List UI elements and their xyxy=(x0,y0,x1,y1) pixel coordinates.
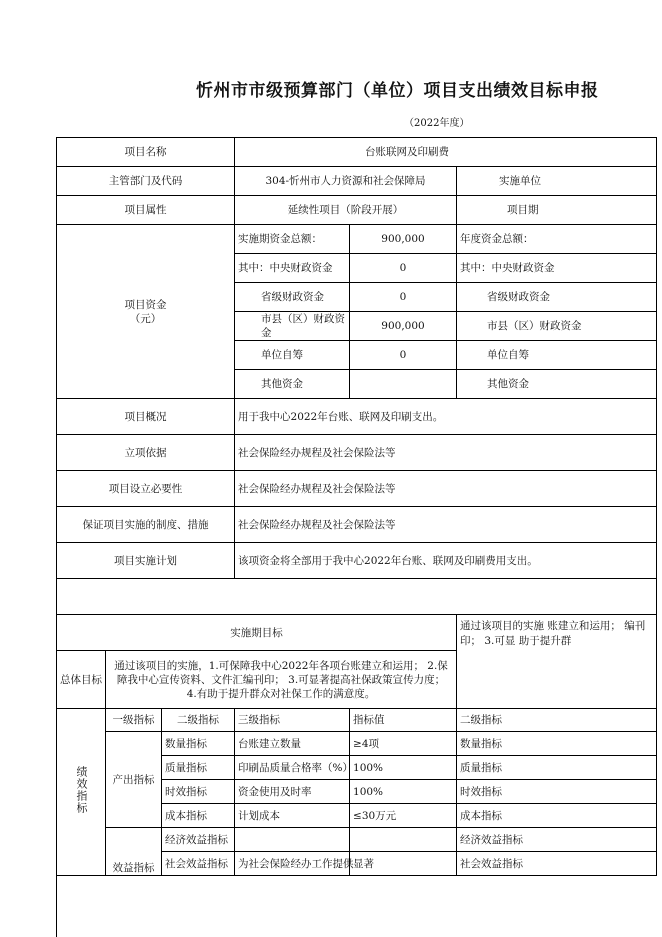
indicator-level3: 印刷品质量合格率（%） xyxy=(235,756,350,780)
annual-self-label: 单位自筹 xyxy=(457,341,657,370)
overview-label: 项目概况 xyxy=(57,399,235,435)
indicator-level2: 时效指标 xyxy=(162,780,235,804)
fund-central-value: 0 xyxy=(350,254,457,283)
basis-label: 立项依据 xyxy=(57,435,235,471)
annual-provincial-label: 省级财政资金 xyxy=(457,283,657,312)
necessity-label: 项目设立必要性 xyxy=(57,471,235,507)
annual-city-label: 市县（区）财政资金 xyxy=(457,312,657,341)
measures-value: 社会保险经办规程及社会保险法等 xyxy=(235,507,657,543)
header-value: 指标值 xyxy=(350,709,457,732)
annual-central-label: 其中：中央财政资金 xyxy=(457,254,657,283)
fund-provincial-value: 0 xyxy=(350,283,457,312)
fund-other-label: 其他资金 xyxy=(235,370,350,399)
basis-value: 社会保险经办规程及社会保险法等 xyxy=(235,435,657,471)
indicator-level3: 台账建立数量 xyxy=(235,732,350,756)
fund-self-label: 单位自筹 xyxy=(235,341,350,370)
department-value: 304-忻州市人力资源和社会保障局 xyxy=(235,167,457,196)
overall-goal-text: 通过该项目的实施，1.可保障我中心2022年各项台账建立和运用； 2.保障我中心宣传资料、文件汇编刊印； 3.可显著提高社保政策宣传力度； 4.有助于提升群众对社保工作的满意度。 xyxy=(106,651,457,709)
overview-value: 用于我中心2022年台账、联网及印刷支出。 xyxy=(235,399,657,435)
benefit-indicators-label: 效益指标 xyxy=(106,828,162,876)
header-level1: 一级指标 xyxy=(106,709,162,732)
project-period-label: 项目期 xyxy=(457,196,657,225)
project-attribute-value: 延续性项目（阶段开展） xyxy=(235,196,457,225)
plan-value: 该项资金将全部用于我中心2022年台账、联网及印刷费用支出。 xyxy=(235,543,657,579)
indicators-section-text: 绩效指标 xyxy=(75,766,88,814)
indicator-level3: 计划成本 xyxy=(235,804,350,828)
indicator-level2: 数量指标 xyxy=(162,732,235,756)
indicator-level2-right: 时效指标 xyxy=(457,780,657,804)
indicator-level2-right: 社会效益指标 xyxy=(457,852,657,876)
indicators-section-label xyxy=(57,709,106,876)
annual-total-label: 年度资金总额： xyxy=(457,225,657,254)
report-year: （2022年度） xyxy=(404,118,470,129)
indicator-level2: 社会效益指标 xyxy=(162,852,235,876)
indicator-level2-right: 质量指标 xyxy=(457,756,657,780)
header-level2: 二级指标 xyxy=(162,709,235,732)
measures-label: 保证项目实施的制度、措施 xyxy=(57,507,235,543)
indicator-level2-right: 经济效益指标 xyxy=(457,828,657,852)
header-level3: 三级指标 xyxy=(235,709,350,732)
project-funds-label-line1: 项目资金 xyxy=(124,298,167,311)
indicator-level3 xyxy=(235,828,350,852)
necessity-value: 社会保险经办规程及社会保险法等 xyxy=(235,471,657,507)
fund-total-value: 900,000 xyxy=(350,225,457,254)
annual-goal-text: 通过该项目的实施 账建立和运用； 编刊印； 3.可显 助于提升群 xyxy=(457,615,657,709)
header-level2-right: 二级指标 xyxy=(457,709,657,732)
fund-central-label: 其中：中央财政资金 xyxy=(235,254,350,283)
implementing-unit-label: 实施单位 xyxy=(457,167,657,196)
output-indicators-label: 产出指标 xyxy=(106,732,162,828)
overall-goal-label: 总体目标 xyxy=(57,651,106,709)
fund-self-value: 0 xyxy=(350,341,457,370)
project-name-value: 台账联网及印刷费 xyxy=(235,138,657,167)
fund-city-label: 市县（区）财政资金 xyxy=(235,312,350,341)
fund-total-label: 实施期资金总额： xyxy=(235,225,350,254)
blank-row xyxy=(57,579,657,615)
plan-label: 项目实施计划 xyxy=(57,543,235,579)
form-table xyxy=(56,137,657,876)
indicator-level2-right: 数量指标 xyxy=(457,732,657,756)
project-name-label: 项目名称 xyxy=(57,138,235,167)
fund-provincial-label: 省级财政资金 xyxy=(235,283,350,312)
indicator-level3: 为社会保险经办工作提供 xyxy=(235,852,350,876)
indicator-value: 显著 xyxy=(350,852,457,876)
project-funds-label xyxy=(57,225,235,399)
project-attribute-label: 项目属性 xyxy=(57,196,235,225)
indicator-level2: 经济效益指标 xyxy=(162,828,235,852)
annual-other-label: 其他资金 xyxy=(457,370,657,399)
project-funds-label-line2: （元） xyxy=(129,312,162,325)
indicator-level2: 成本指标 xyxy=(162,804,235,828)
indicator-level3: 资金使用及时率 xyxy=(235,780,350,804)
indicator-value: 100% xyxy=(350,780,457,804)
indicator-value: ≤30万元 xyxy=(350,804,457,828)
fund-other-value xyxy=(350,370,457,399)
period-goal-label: 实施期目标 xyxy=(57,615,457,651)
indicator-level2-right: 成本指标 xyxy=(457,804,657,828)
fund-city-value: 900,000 xyxy=(350,312,457,341)
indicator-value: 100% xyxy=(350,756,457,780)
indicator-level2: 质量指标 xyxy=(162,756,235,780)
application-form xyxy=(56,137,646,937)
page-title: 忻州市市级预算部门（单位）项目支出绩效目标申报 xyxy=(196,81,599,101)
department-label: 主管部门及代码 xyxy=(57,167,235,196)
indicator-value xyxy=(350,828,457,852)
indicator-value: ≥4项 xyxy=(350,732,457,756)
